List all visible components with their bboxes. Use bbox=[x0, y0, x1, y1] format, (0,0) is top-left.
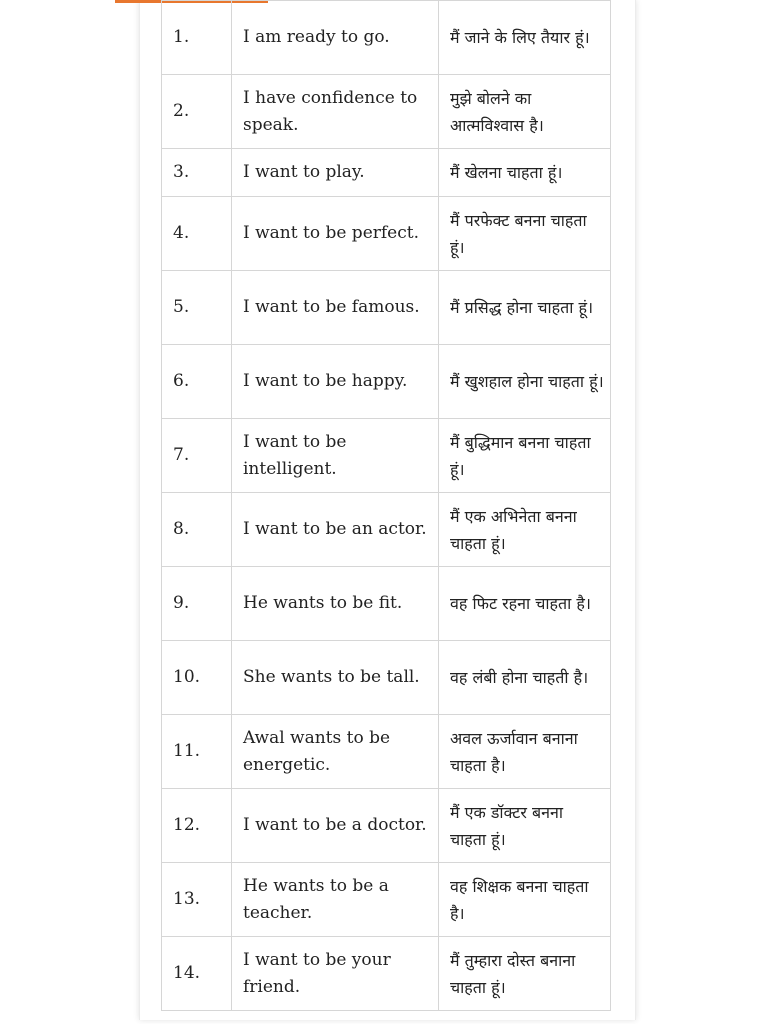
hindi-translation: मैं खेलना चाहता हूं। bbox=[439, 149, 611, 197]
english-sentence: He wants to be a teacher. bbox=[232, 863, 439, 937]
english-sentence: I want to be intelligent. bbox=[232, 419, 439, 493]
row-number: 9. bbox=[162, 567, 232, 641]
row-number: 7. bbox=[162, 419, 232, 493]
table-row bbox=[162, 641, 611, 715]
sentence-table bbox=[161, 0, 611, 1011]
hindi-translation: मैं एक अभिनेता बनना चाहता हूं। bbox=[439, 493, 611, 567]
english-sentence: She wants to be tall. bbox=[232, 641, 439, 715]
english-sentence: I want to be your friend. bbox=[232, 937, 439, 1011]
english-sentence: Awal wants to be energetic. bbox=[232, 715, 439, 789]
english-sentence: I want to be happy. bbox=[232, 345, 439, 419]
row-number: 5. bbox=[162, 271, 232, 345]
english-sentence: I want to be famous. bbox=[232, 271, 439, 345]
hindi-translation: वह लंबी होना चाहती है। bbox=[439, 641, 611, 715]
row-number: 3. bbox=[162, 149, 232, 197]
hindi-translation: वह फिट रहना चाहता है। bbox=[439, 567, 611, 641]
table-row bbox=[162, 789, 611, 863]
row-number: 13. bbox=[162, 863, 232, 937]
hindi-translation: मैं जाने के लिए तैयार हूं। bbox=[439, 1, 611, 75]
table-body bbox=[162, 1, 611, 1011]
table-row bbox=[162, 567, 611, 641]
table-row bbox=[162, 1, 611, 75]
row-number: 11. bbox=[162, 715, 232, 789]
english-sentence: I want to be an actor. bbox=[232, 493, 439, 567]
hindi-translation: अवल ऊर्जावान बनाना चाहता है। bbox=[439, 715, 611, 789]
english-sentence: I want to play. bbox=[232, 149, 439, 197]
row-number: 12. bbox=[162, 789, 232, 863]
english-sentence: I have confidence to speak. bbox=[232, 75, 439, 149]
row-number: 4. bbox=[162, 197, 232, 271]
english-sentence: I want to be perfect. bbox=[232, 197, 439, 271]
sentence-table-container bbox=[161, 0, 610, 1011]
table-row bbox=[162, 715, 611, 789]
hindi-translation: मैं एक डॉक्टर बनना चाहता हूं। bbox=[439, 789, 611, 863]
row-number: 10. bbox=[162, 641, 232, 715]
table-row bbox=[162, 149, 611, 197]
row-number: 6. bbox=[162, 345, 232, 419]
hindi-translation: मैं तुम्हारा दोस्त बनाना चाहता हूं। bbox=[439, 937, 611, 1011]
hindi-translation: मैं बुद्धिमान बनना चाहता हूं। bbox=[439, 419, 611, 493]
table-row bbox=[162, 75, 611, 149]
table-row bbox=[162, 271, 611, 345]
hindi-translation: मुझे बोलने का आत्मविश्वास है। bbox=[439, 75, 611, 149]
english-sentence: I want to be a doctor. bbox=[232, 789, 439, 863]
row-number: 8. bbox=[162, 493, 232, 567]
table-row bbox=[162, 937, 611, 1011]
hindi-translation: मैं परफेक्ट बनना चाहता हूं। bbox=[439, 197, 611, 271]
hindi-translation: वह शिक्षक बनना चाहता है। bbox=[439, 863, 611, 937]
row-number: 1. bbox=[162, 1, 232, 75]
table-row bbox=[162, 863, 611, 937]
hindi-translation: मैं खुशहाल होना चाहता हूं। bbox=[439, 345, 611, 419]
row-number: 2. bbox=[162, 75, 232, 149]
table-row bbox=[162, 419, 611, 493]
table-row bbox=[162, 493, 611, 567]
english-sentence: I am ready to go. bbox=[232, 1, 439, 75]
table-row bbox=[162, 197, 611, 271]
table-row bbox=[162, 345, 611, 419]
row-number: 14. bbox=[162, 937, 232, 1011]
hindi-translation: मैं प्रसिद्ध होना चाहता हूं। bbox=[439, 271, 611, 345]
english-sentence: He wants to be fit. bbox=[232, 567, 439, 641]
